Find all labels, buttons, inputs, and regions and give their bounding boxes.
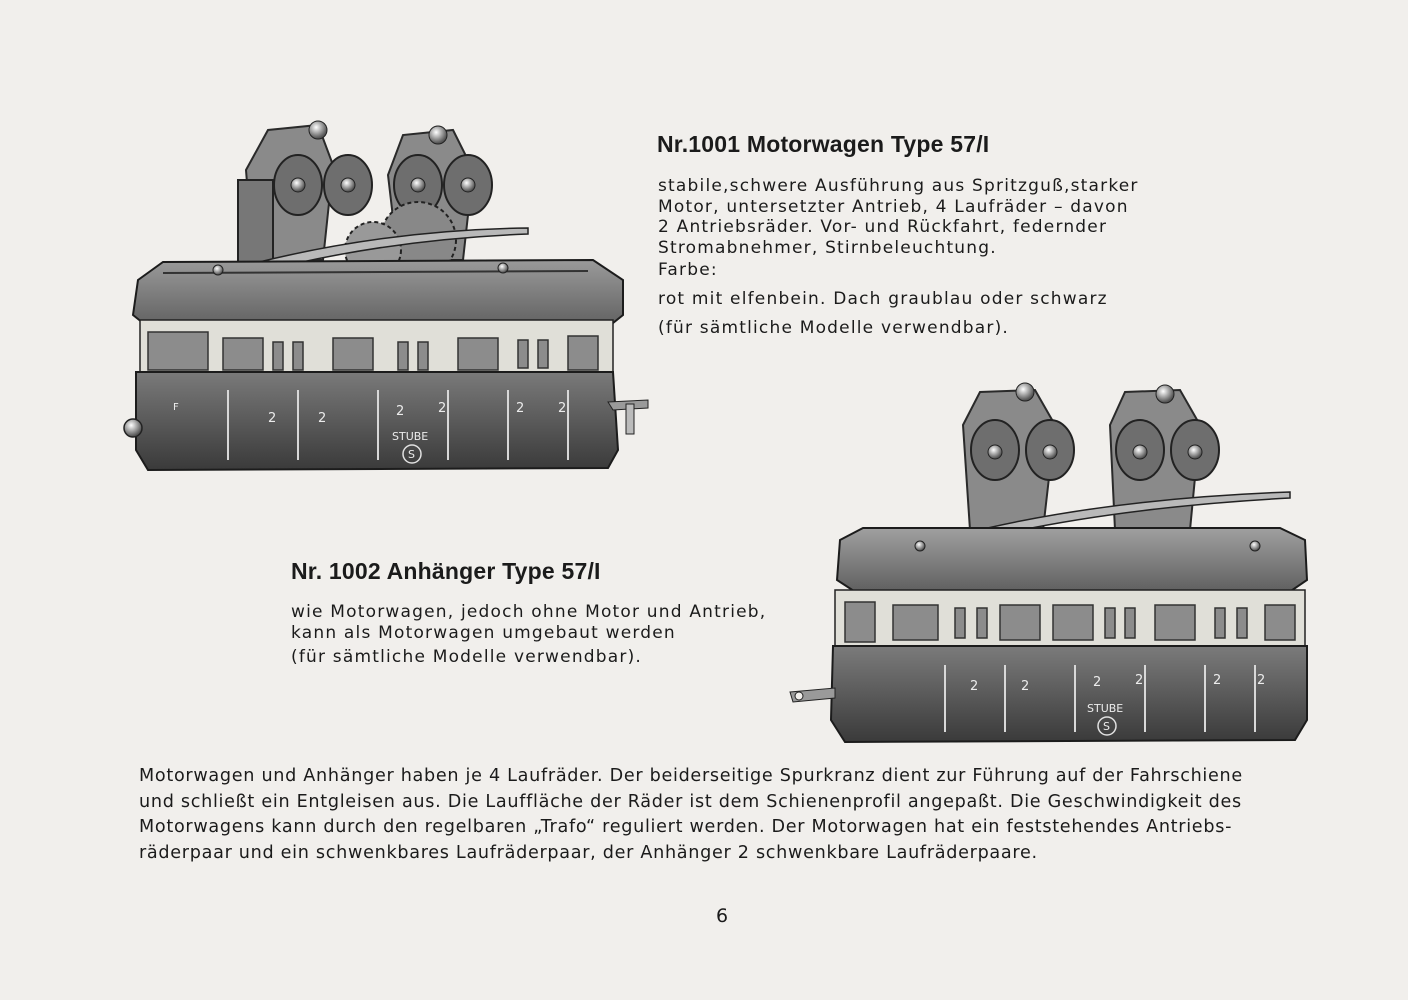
brand-marking: STUBE xyxy=(1087,702,1124,715)
footer-line: räderpaar und ein schwenkbares Laufräderpaar, der Anhänger 2 schwenkbare Laufräderpaare. xyxy=(139,842,1038,863)
item-1-line: Stromabnehmer, Stirnbeleuchtung. xyxy=(658,237,997,258)
page-number: 6 xyxy=(716,905,729,927)
footer-line: und schließt ein Entgleisen aus. Die Lauffläche der Räder ist dem Schienenprofil angepaßt. Die Geschwindigkeit des xyxy=(139,791,1242,812)
car-number-marking: 2 xyxy=(1257,673,1266,688)
item-2-line: wie Motorwagen, jedoch ohne Motor und Antrieb, xyxy=(291,602,767,622)
item-1-line: 2 Antriebsräder. Vor- und Rückfahrt, federnder xyxy=(658,217,1108,237)
anhaenger-photo xyxy=(785,380,1325,750)
car-number-marking: 2 xyxy=(438,401,447,416)
item-1-title: Nr.1001 Motorwagen Type 57/I xyxy=(657,131,990,157)
logo-letter: S xyxy=(1103,720,1110,733)
car-number-marking: 2 xyxy=(318,411,327,426)
item-1-description xyxy=(658,176,1139,339)
car-number-marking: 2 xyxy=(396,404,405,419)
item-1-line: rot mit elfenbein. Dach graublau oder schwarz xyxy=(658,288,1108,309)
logo-letter: S xyxy=(408,448,415,461)
item-1-line: Motor, untersetzter Antrieb, 4 Laufräder – davon xyxy=(658,196,1129,217)
footer-line: Motorwagens kann durch den regelbaren „Trafo“ reguliert werden. Der Motorwagen hat ein feststehendes Antriebs- xyxy=(139,817,1233,837)
car-number-marking: 2 xyxy=(970,679,979,694)
car-number-marking: 2 xyxy=(1213,673,1222,688)
brand-marking: STUBE xyxy=(392,430,429,443)
footer-paragraph xyxy=(139,764,1243,866)
front-badge: F xyxy=(173,402,179,413)
car-number-marking: 2 xyxy=(558,401,567,416)
footer-line: Motorwagen und Anhänger haben je 4 Laufräder. Der beiderseitige Spurkranz dient zur Führung auf der Fahrschiene xyxy=(139,766,1243,786)
item-2-line: (für sämtliche Modelle verwendbar). xyxy=(291,647,643,667)
car-number-marking: 2 xyxy=(1021,679,1030,694)
item-1-line: Farbe: xyxy=(658,260,718,280)
car-number-marking: 2 xyxy=(516,401,525,416)
car-number-marking: 2 xyxy=(268,411,277,426)
car-number-marking: 2 xyxy=(1093,675,1102,690)
motorwagen-photo xyxy=(118,110,663,505)
item-1-line: stabile,schwere Ausführung aus Spritzguß,starker xyxy=(658,176,1139,196)
item-1-line: (für sämtliche Modelle verwendbar). xyxy=(658,318,1010,338)
item-2-title: Nr. 1002 Anhänger Type 57/I xyxy=(291,558,601,584)
item-2-description xyxy=(291,602,766,668)
item-2-line: kann als Motorwagen umgebaut werden xyxy=(291,622,676,643)
car-number-marking: 2 xyxy=(1135,673,1144,688)
